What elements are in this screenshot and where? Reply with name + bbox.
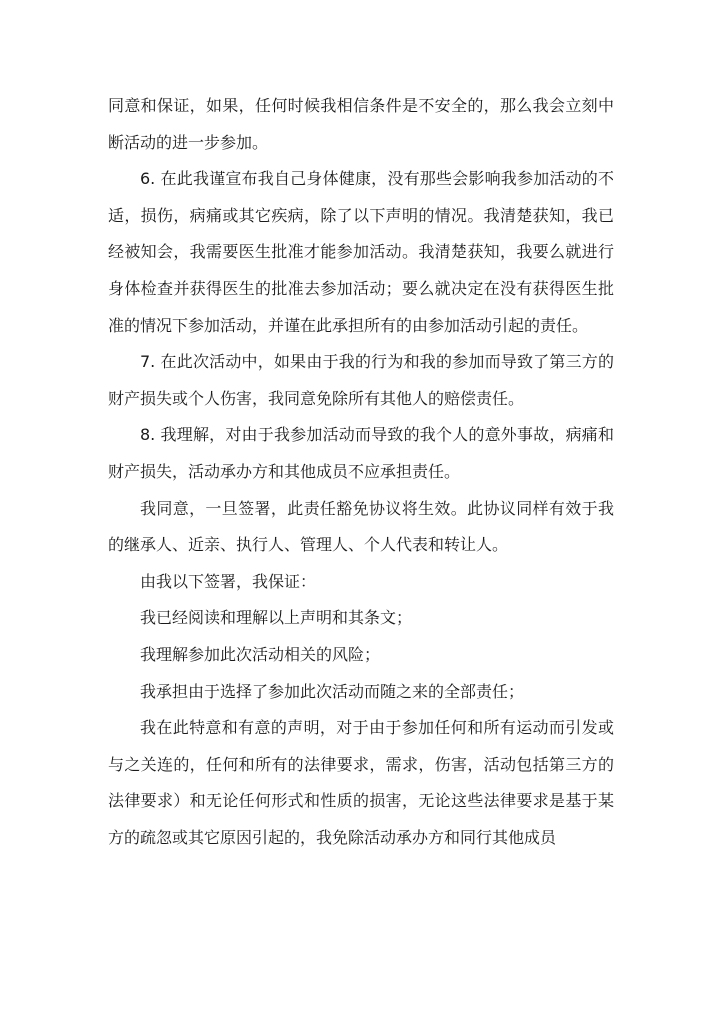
paragraph-risk: 我理解参加此次活动相关的风险；	[140, 644, 381, 664]
paragraph-clause-8: 8. 我理解，对由于我参加活动而导致的我个人的意外事故，病痛和财产损失，活动承办方和其他成员不应承担责任。	[108, 425, 614, 481]
paragraph-agreement: 我同意，一旦签署，此责任豁免协议将生效。此协议同样有效于我的继承人、近亲、执行人、管理人、个人代表和转让人。	[108, 498, 614, 555]
paragraph-clause-7: 7. 在此次活动中，如果由于我的行为和我的参加而导致了第三方的财产损失或个人伤害，我同意免除所有其他人的赔偿责任。	[108, 352, 614, 408]
document-page	[108, 88, 614, 856]
paragraph-declaration: 我在此特意和有意的声明，对于由于参加任何和所有运动而引发或与之关连的，任何和所有的法律要求，需求，伤害，活动包括第三方的法律要求）和无论任何形式和性质的损害，无论这些法律要求是基于某方的疏忽或其它原因引起的，我免除活动承办方和同行其他成员	[108, 718, 614, 847]
paragraph-responsibility: 我承担由于选择了参加此次活动而随之来的全部责任；	[140, 681, 525, 701]
paragraph-clause-6: 6. 在此我谨宣布我自己身体健康，没有那些会影响我参加活动的不适，损伤，病痛或其它疾病，除了以下声明的情况。我清楚获知，我已经被知会，我需要医生批准才能参加活动。我清楚获知，我要么就进行身体检查并获得医生的批准去参加活动；要么就决定在没有获得医生批准的情况下参加活动，并谨在此承担所有的由参加活动引起的责任。	[108, 169, 614, 335]
paragraph-signature-intro: 由我以下签署，我保证：	[140, 571, 317, 591]
paragraph-continuation: 同意和保证，如果，任何时候我相信条件是不安全的，那么我会立刻中断活动的进一步参加。	[108, 96, 614, 152]
paragraph-read-understood: 我已经阅读和理解以上声明和其条文；	[140, 608, 413, 628]
